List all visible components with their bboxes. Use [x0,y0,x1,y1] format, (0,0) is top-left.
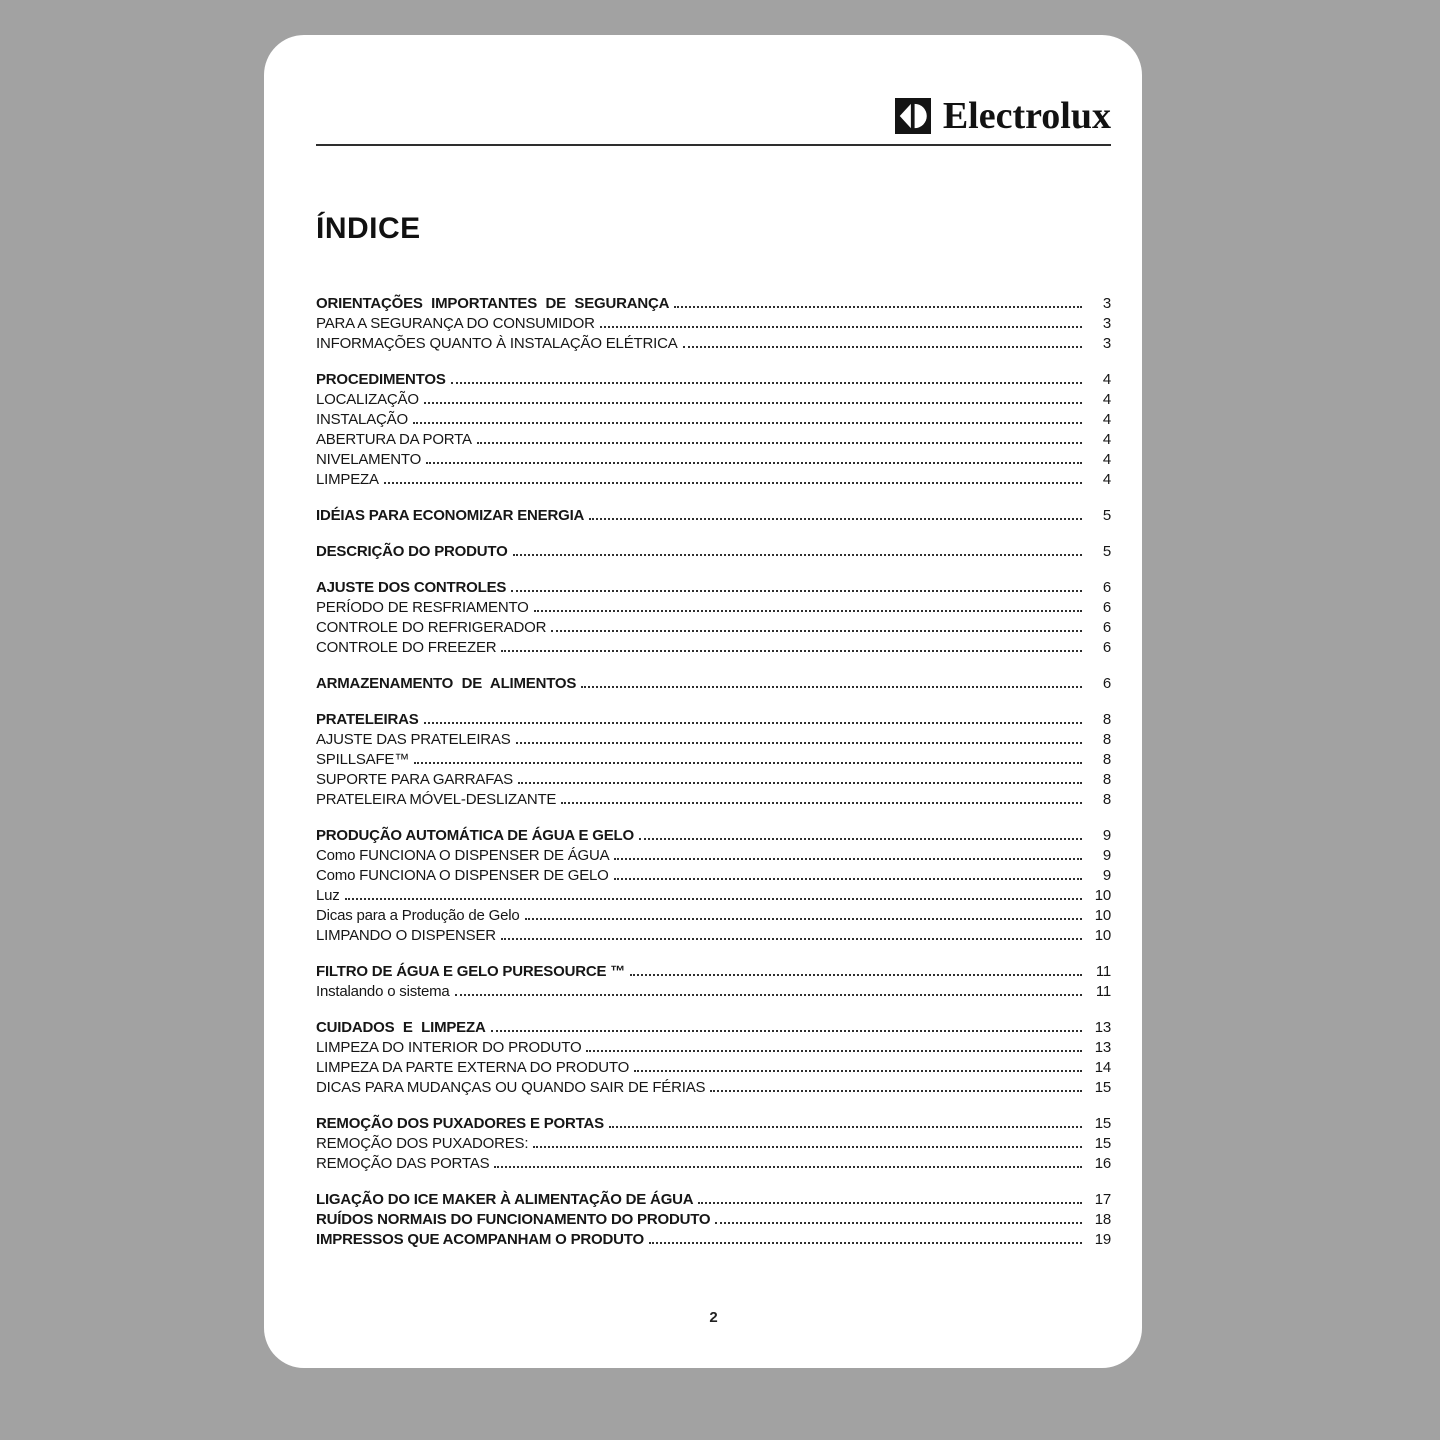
toc-entry-page: 6 [1102,579,1111,596]
toc-dotted-leader [511,590,1082,592]
toc-entry-label: Dicas para a Produção de Gelo [316,907,520,924]
toc-entry-label: INSTALAÇÃO [316,411,408,428]
toc-entry-label: PARA A SEGURANÇA DO CONSUMIDOR [316,315,595,332]
toc-entry-label: Como FUNCIONA O DISPENSER DE GELO [316,867,609,884]
toc-entry-page: 18 [1094,1211,1111,1228]
toc-entry-page: 17 [1094,1191,1111,1208]
toc-entry [316,675,1111,695]
toc-dotted-leader [477,442,1082,444]
toc-dotted-leader [494,1166,1082,1168]
toc-entry-page: 6 [1102,639,1111,656]
toc-entry-label: ARMAZENAMENTO DE ALIMENTOS [316,675,577,692]
toc-entry-page: 15 [1094,1115,1111,1132]
electrolux-emblem-icon [895,98,931,134]
toc-dotted-leader [609,1126,1082,1128]
toc-entry [316,391,1111,411]
toc-entry-label: NIVELAMENTO [316,451,422,468]
toc-entry [316,1039,1111,1059]
toc-dotted-leader [424,722,1082,724]
toc-entry-label: CONTROLE DO REFRIGERADOR [316,619,547,636]
toc-dotted-leader [614,858,1082,860]
toc-entry [316,431,1111,451]
toc-entry-page: 13 [1094,1039,1111,1056]
toc-entry-label: PERÍODO DE RESFRIAMENTO [316,599,529,616]
toc-entry [316,827,1111,847]
toc-entry [316,507,1111,527]
toc-entry-page: 19 [1094,1231,1111,1248]
toc-dotted-leader [581,686,1082,688]
toc-entry-page: 8 [1102,791,1111,808]
toc-entry-label: AJUSTE DAS PRATELEIRAS [316,731,511,748]
toc-group [316,507,1111,527]
toc-entry-label: DESCRIÇÃO DO PRODUTO [316,543,508,560]
toc [316,295,1111,1251]
toc-entry-label: Instalando o sistema [316,983,450,1000]
toc-entry [316,1231,1111,1251]
toc-entry-page: 4 [1102,411,1111,428]
toc-entry-page: 4 [1102,431,1111,448]
electrolux-logo [316,95,1111,137]
toc-entry [316,599,1111,619]
toc-dotted-leader [561,802,1082,804]
toc-dotted-leader [589,518,1082,520]
toc-dotted-leader [491,1030,1082,1032]
toc-dotted-leader [715,1222,1082,1224]
toc-entry [316,371,1111,391]
toc-dotted-leader [413,422,1082,424]
toc-dotted-leader [634,1070,1082,1072]
toc-entry-page: 4 [1102,471,1111,488]
toc-entry [316,1059,1111,1079]
toc-entry-page: 6 [1102,619,1111,636]
toc-entry-label: CUIDADOS E LIMPEZA [316,1019,486,1036]
toc-entry-page: 4 [1102,391,1111,408]
toc-dotted-leader [424,402,1082,404]
toc-entry-label: PRATELEIRA MÓVEL-DESLIZANTE [316,791,557,808]
toc-entry-page: 5 [1102,543,1111,560]
toc-entry [316,711,1111,731]
toc-entry [316,963,1111,983]
page-number: 2 [709,1309,718,1326]
toc-entry-label: LIMPEZA [316,471,379,488]
toc-entry-page: 9 [1102,847,1111,864]
toc-entry-label: AJUSTE DOS CONTROLES [316,579,507,596]
toc-dotted-leader [614,878,1082,880]
toc-entry-page: 8 [1102,751,1111,768]
toc-group [316,675,1111,695]
toc-entry [316,295,1111,315]
toc-dotted-leader [630,974,1082,976]
toc-entry-page: 6 [1102,599,1111,616]
toc-entry [316,907,1111,927]
toc-entry [316,315,1111,335]
toc-entry [316,983,1111,1003]
toc-dotted-leader [534,610,1082,612]
toc-dotted-leader [384,482,1082,484]
toc-dotted-leader [516,742,1082,744]
toc-entry-label: SPILLSAFE™ [316,751,410,768]
toc-entry-label: LOCALIZAÇÃO [316,391,419,408]
toc-entry-page: 5 [1102,507,1111,524]
toc-dotted-leader [513,554,1082,556]
toc-dotted-leader [501,938,1082,940]
toc-group [316,371,1111,491]
toc-group [316,963,1111,1003]
toc-dotted-leader [525,918,1083,920]
toc-entry [316,867,1111,887]
toc-entry-label: INFORMAÇÕES QUANTO À INSTALAÇÃO ELÉTRICA [316,335,678,352]
toc-entry [316,1135,1111,1155]
toc-entry [316,791,1111,811]
toc-dotted-leader [698,1202,1082,1204]
toc-entry-page: 9 [1102,827,1111,844]
toc-entry-page: 10 [1094,887,1111,904]
toc-entry [316,731,1111,751]
toc-entry-page: 13 [1094,1019,1111,1036]
toc-entry-label: CONTROLE DO FREEZER [316,639,497,656]
toc-entry [316,927,1111,947]
toc-entry-page: 14 [1094,1059,1111,1076]
toc-dotted-leader [600,326,1082,328]
toc-dotted-leader [674,306,1082,308]
toc-entry [316,771,1111,791]
toc-entry-page: 3 [1102,335,1111,352]
page-title: ÍNDICE [316,212,421,245]
toc-entry-page: 16 [1094,1155,1111,1172]
toc-entry-label: LIMPEZA DO INTERIOR DO PRODUTO [316,1039,582,1056]
toc-entry-page: 11 [1095,963,1111,980]
toc-entry-label: RUÍDOS NORMAIS DO FUNCIONAMENTO DO PRODUTO [316,1211,711,1228]
toc-entry [316,639,1111,659]
toc-dotted-leader [451,382,1082,384]
header-divider [316,144,1111,146]
electrolux-wordmark: Electrolux [942,95,1111,137]
toc-entry [316,1019,1111,1039]
toc-entry [316,1191,1111,1211]
toc-group [316,827,1111,947]
toc-entry [316,887,1111,907]
toc-entry-page: 3 [1102,315,1111,332]
toc-entry [316,579,1111,599]
toc-entry-label: REMOÇÃO DAS PORTAS [316,1155,490,1172]
toc-entry-label: SUPORTE PARA GARRAFAS [316,771,513,788]
toc-entry-page: 9 [1102,867,1111,884]
toc-dotted-leader [683,346,1082,348]
toc-entry-page: 15 [1094,1079,1111,1096]
toc-entry-page: 11 [1095,983,1111,1000]
toc-entry-label: IMPRESSOS QUE ACOMPANHAM O PRODUTO [316,1231,644,1248]
toc-entry [316,411,1111,431]
toc-entry-page: 8 [1102,771,1111,788]
toc-entry [316,335,1111,355]
toc-dotted-leader [426,462,1082,464]
toc-dotted-leader [551,630,1082,632]
toc-entry-label: ABERTURA DA PORTA [316,431,472,448]
toc-entry-label: PRATELEIRAS [316,711,419,728]
toc-entry-page: 10 [1094,907,1111,924]
toc-entry-page: 4 [1102,371,1111,388]
toc-group [316,1115,1111,1175]
toc-entry-label: REMOÇÃO DOS PUXADORES E PORTAS [316,1115,604,1132]
toc-entry [316,1115,1111,1135]
toc-dotted-leader [533,1146,1082,1148]
toc-group [316,579,1111,659]
toc-group [316,1019,1111,1099]
toc-dotted-leader [639,838,1082,840]
toc-entry-label: PRODUÇÃO AUTOMÁTICA DE ÁGUA E GELO [316,827,634,844]
toc-group [316,1191,1111,1251]
toc-entry [316,1211,1111,1231]
toc-entry [316,619,1111,639]
toc-entry [316,451,1111,471]
toc-group [316,543,1111,563]
toc-entry [316,1155,1111,1175]
toc-dotted-leader [345,898,1082,900]
toc-entry [316,543,1111,563]
page-header [316,95,1111,146]
toc-dotted-leader [501,650,1082,652]
toc-dotted-leader [518,782,1082,784]
toc-dotted-leader [649,1242,1082,1244]
toc-group [316,711,1111,811]
toc-entry-page: 8 [1102,731,1111,748]
toc-entry-label: LIGAÇÃO DO ICE MAKER À ALIMENTAÇÃO DE ÁGUA [316,1191,694,1208]
document-page [264,35,1142,1368]
toc-entry-label: PROCEDIMENTOS [316,371,446,388]
toc-dotted-leader [710,1090,1082,1092]
toc-entry-page: 15 [1094,1135,1111,1152]
toc-entry-label: Como FUNCIONA O DISPENSER DE ÁGUA [316,847,610,864]
toc-dotted-leader [586,1050,1082,1052]
toc-entry [316,1079,1111,1099]
toc-entry-label: Luz [316,887,340,904]
toc-entry [316,847,1111,867]
toc-entry-page: 8 [1102,711,1111,728]
toc-dotted-leader [455,994,1082,996]
toc-entry-label: IDÉIAS PARA ECONOMIZAR ENERGIA [316,507,585,524]
toc-entry-label: LIMPANDO O DISPENSER [316,927,496,944]
toc-entry-page: 6 [1102,675,1111,692]
toc-entry [316,471,1111,491]
toc-dotted-leader [414,762,1082,764]
toc-entry-label: ORIENTAÇÕES IMPORTANTES DE SEGURANÇA [316,295,670,312]
toc-entry-page: 10 [1094,927,1111,944]
toc-entry-label: LIMPEZA DA PARTE EXTERNA DO PRODUTO [316,1059,630,1076]
toc-entry-label: DICAS PARA MUDANÇAS OU QUANDO SAIR DE FÉRIAS [316,1079,706,1096]
toc-entry-page: 3 [1102,295,1111,312]
toc-group [316,295,1111,355]
toc-entry [316,751,1111,771]
toc-entry-label: FILTRO DE ÁGUA E GELO PURESOURCE ™ [316,963,626,980]
toc-entry-label: REMOÇÃO DOS PUXADORES: [316,1135,529,1152]
toc-entry-page: 4 [1102,451,1111,468]
